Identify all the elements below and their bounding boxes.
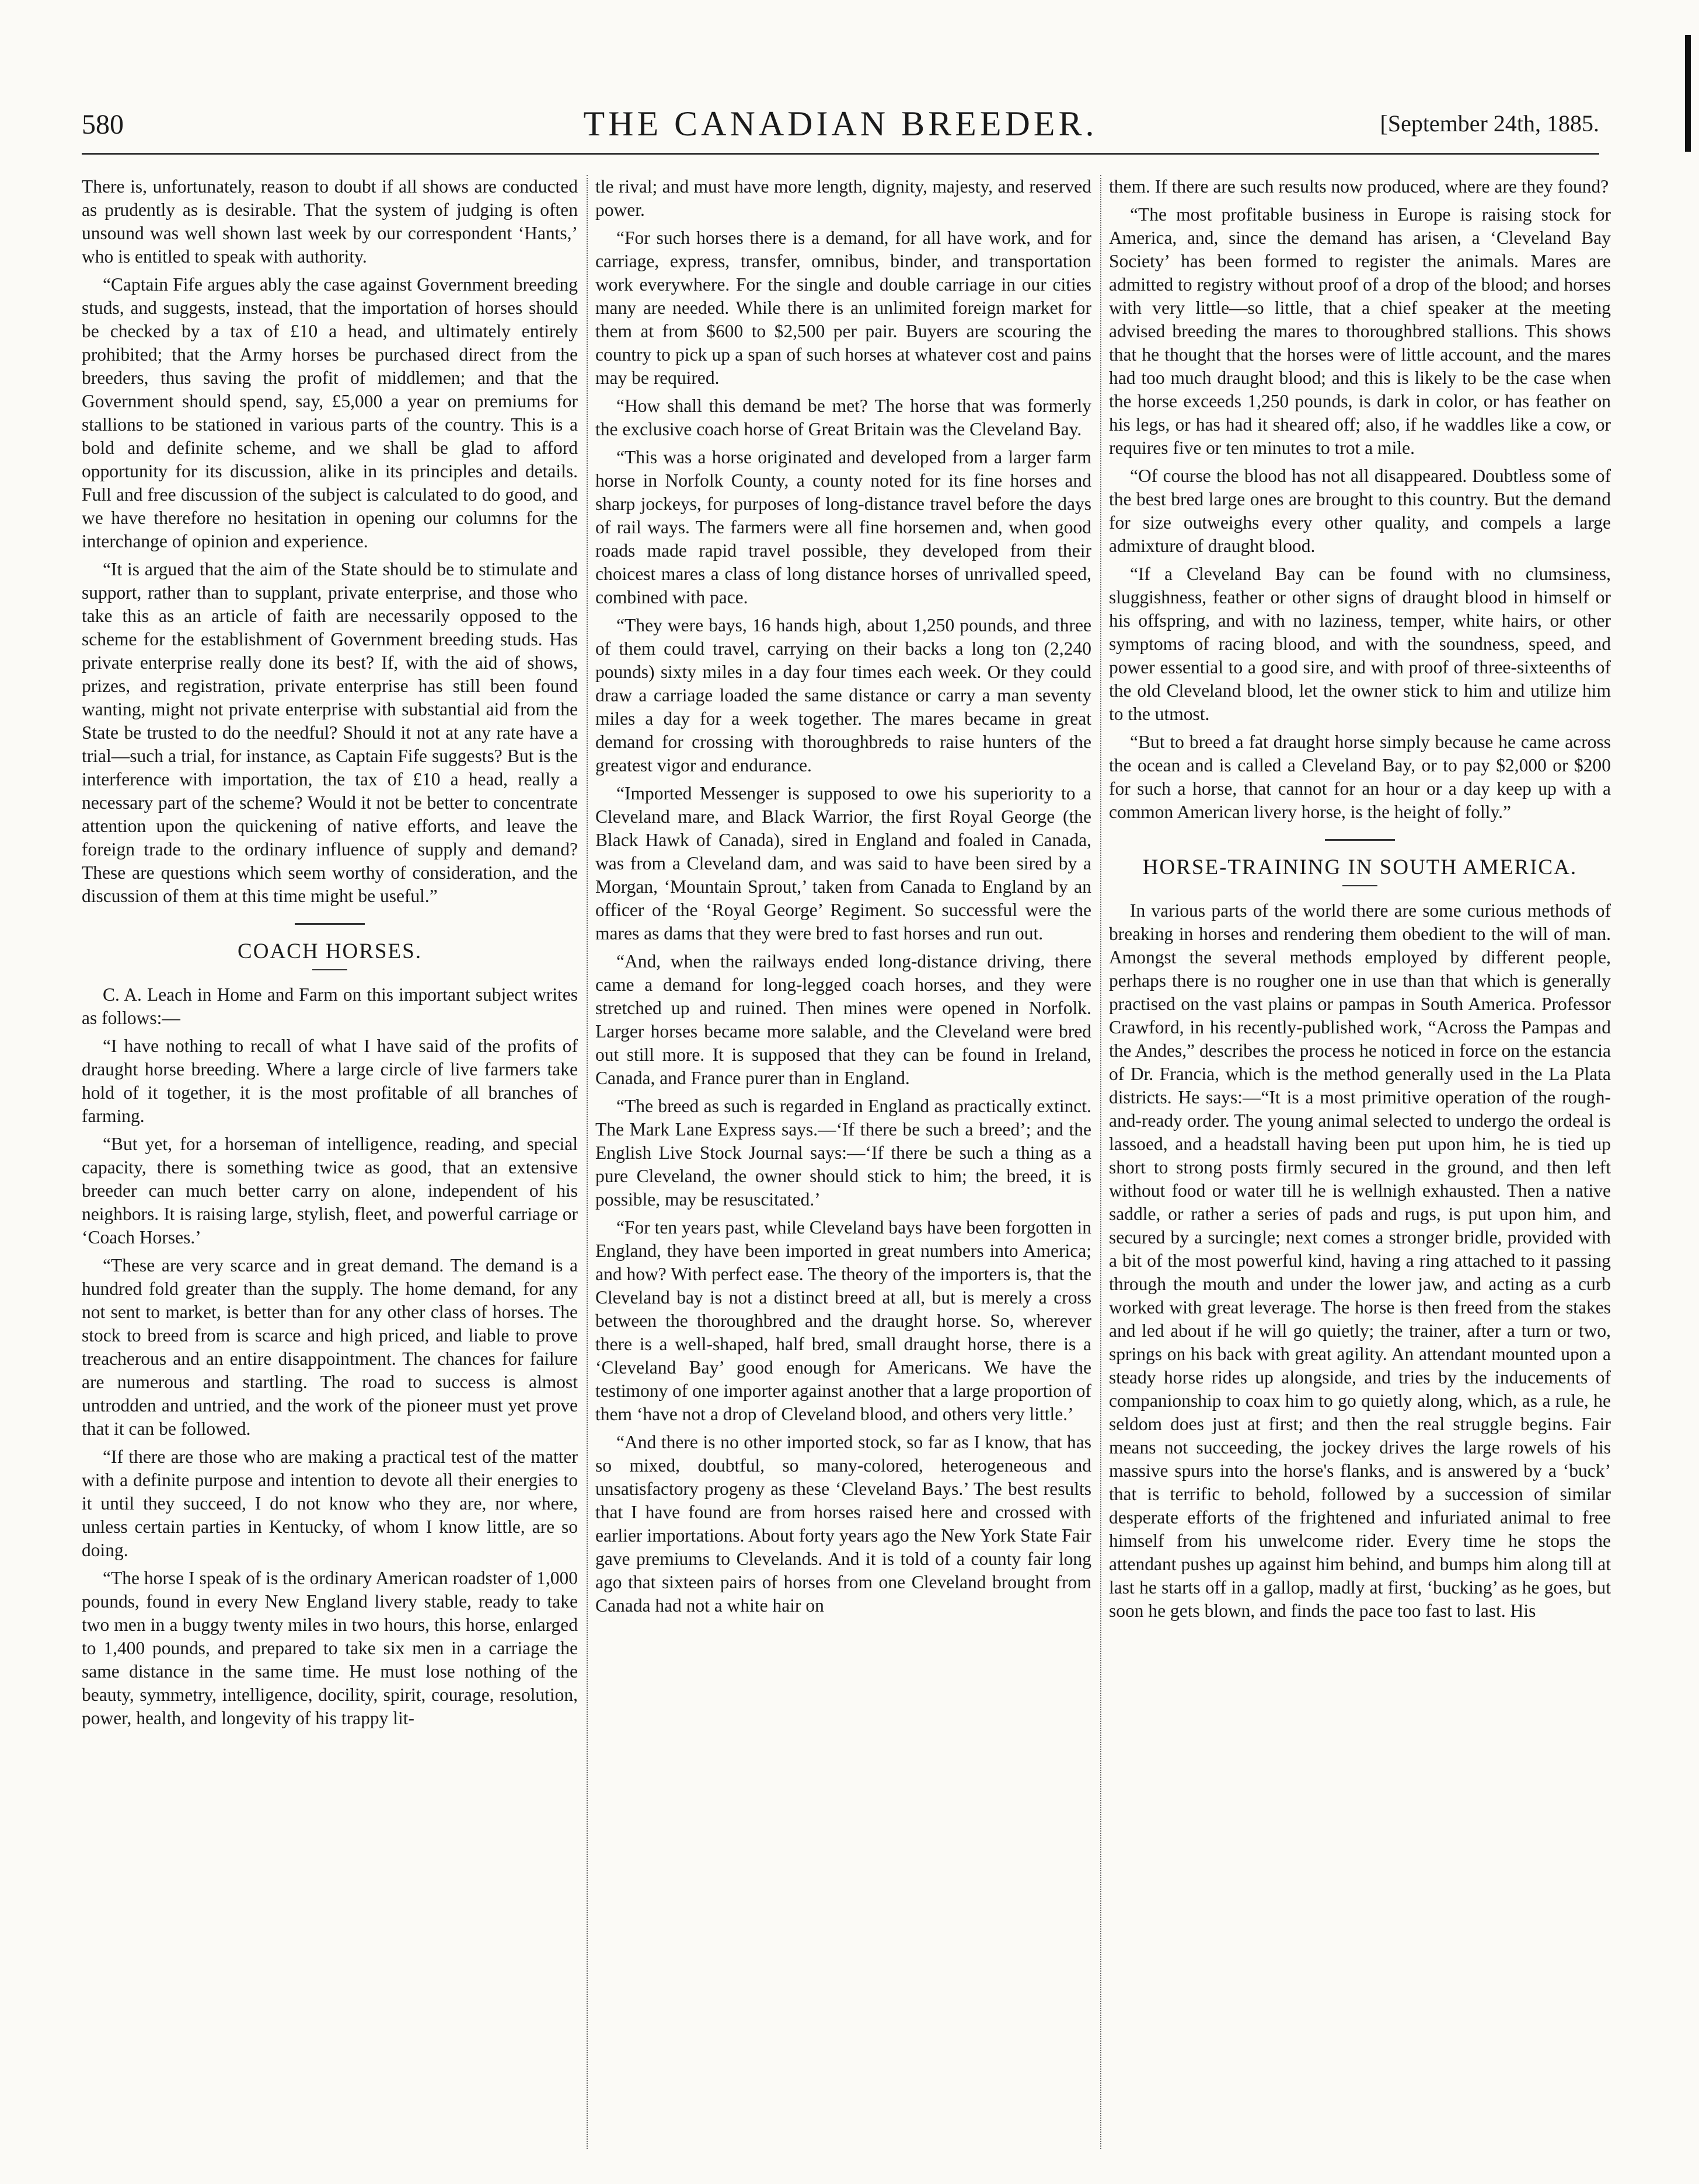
paragraph: “And there is no other imported stock, so far as I know, that has so mixed, doubtful, so many-colored, heterogeneous and unsatisfactory progeny as these ‘Cleveland Bays.’ The best results that I have found are from horses raised here and crossed with earlier importations. About forty years ago the New York State Fair gave premiums to Clevelands. And it is told of a county fair long ago that sixteen pairs of horses from one Cleveland brought from Canada had not a white hair on	[595, 1432, 1091, 1616]
paragraph: “These are very scarce and in great demand. The demand is a hundred fold greater than the supply. The home demand, for any not sent to market, is better than for any other class of horses. The stock to breed from is scarce and high priced, and liable to prove treacherous and an entire disappointment. The chances for failure are numerous and startling. The road to success is almost untrodden and untried, and the work of the pioneer must yet prove that it can be followed.	[82, 1255, 578, 1439]
paragraph: them. If there are such results now produced, where are they found?	[1109, 176, 1609, 197]
paragraph: C. A. Leach in Home and Farm on this important subject writes as follows:—	[82, 984, 578, 1028]
column-3	[1109, 175, 1611, 2155]
paragraph: “And, when the railways ended long-distance driving, there came a demand for long-legged coach horses, and they were stretched up and ruined. Then mines were opened in Norfolk. Larger horses became more salable, and the Cleveland were bred out still more. It is supposed that they can be found in Ireland, Canada, and France purer than in England.	[595, 951, 1091, 1088]
column-1	[82, 175, 578, 2155]
paragraph: There is, unfortunately, reason to doubt if all shows are conducted as prudently as is desirable. That the system of judging is often unsound was well shown last week by our correspondent ‘Hants,’ who is entitled to speak with authority.	[82, 176, 578, 267]
paragraph: “Captain Fife argues ably the case against Government breeding studs, and suggests, instead, that the importation of horses should be checked by a tax of £10 a head, and ultimately entirely prohibited; that the Army horses be purchased direct from the breeders, thus saving the profit of middlemen; and that the Government should spend, say, £5,000 a year on premiums for stallions to be stationed in various parts of the country. This is a bold and definite scheme, and we shall be glad to afford opportunity for its discussion, alike in its principles and details. Full and free discussion of the subject is calculated to do good, and we have therefore no hesitation in opening our columns for the interchange of opinion and experience.	[82, 274, 578, 551]
heading-underline	[1342, 885, 1377, 886]
page-header	[82, 104, 1599, 145]
paragraph: “But yet, for a horseman of intelligence, reading, and special capacity, there is something twice as good, that an extensive breeder can much better carry on alone, independent of his neighbors. It is raising large, stylish, fleet, and powerful carriage or ‘Coach Horses.’	[82, 1134, 578, 1247]
column-divider	[587, 175, 588, 2149]
paragraph: “Of course the blood has not all disappeared. Doubtless some of the best bred large ones are brought to this country. But the demand for size outweighs every other quality, and compels a large admixture of draught blood.	[1109, 466, 1611, 556]
column-2	[595, 175, 1091, 2155]
page-number: 580	[82, 109, 124, 140]
column-divider	[1100, 175, 1101, 2149]
section-heading-coach-horses: COACH HORSES.	[238, 939, 422, 963]
paragraph: tle rival; and must have more length, dignity, majesty, and reserved power.	[595, 176, 1091, 220]
paragraph: “They were bays, 16 hands high, about 1,250 pounds, and three of them could travel, carrying on their backs a long ton (2,240 pounds) sixty miles in a day four times each week. Or they could draw a carriage loaded the same distance or carry a man seventy miles a day for a week together. The mares became in great demand for crossing with thoroughbreds to raise hunters of the greatest vigor and endurance.	[595, 615, 1091, 775]
paragraph: “I have nothing to recall of what I have said of the profits of draught horse breeding. Where a large circle of live farmers take hold of it together, it is the most profitable of all branches of farming.	[82, 1036, 578, 1126]
section-divider	[295, 923, 365, 925]
paragraph: “For such horses there is a demand, for all have work, and for carriage, express, transfer, omnibus, binder, and transportation work everywhere. For the single and double carriage in our cities many are needed. While there is an unlimited foreign market for them at from $600 to $2,500 per pair. Buyers are scouring the country to pick up a span of such horses at whatever cost and pains may be required.	[595, 228, 1091, 388]
section-divider	[1325, 839, 1395, 841]
paragraph: In various parts of the world there are some curious methods of breaking in horses and rendering them obedient to the will of man. Amongst the several methods employed by different people, perhaps there is no rougher one in use than that which is generally practised on the vast plains or pampas in South America. Professor Crawford, in his recently-published work, “Across the Pampas and the Andes,” describes the process he noticed in force on the estancia of Dr. Francia, which is the method generally used in the La Plata districts. He says:—“It is a most primitive operation of the rough-and-ready order. The young animal selected to undergo the ordeal is lassoed, and a headstall having been put upon him, he is tied up short to strong posts firmly secured in the ground, and then left without food or water till he is wellnigh exhausted. Then a native saddle, or rather a series of pads and rugs, is put upon him, and secured by a surcingle; next comes a stronger bridle, provided with a bit of the most powerful kind, having a ring attached to it passing through the mouth and under the lower jaw, and acting as a curb worked with great leverage. The horse is then freed from the stakes and led about if he will go quietly; the trainer, after a turn or two, springs on his back with great agility. An attendant mounted upon a steady horse rides up alongside, and tries by the inducements of companionship to coax him to go quietly along, which, as a rule, he seldom does just at first; and then the real struggle begins. Fair means not succeeding, the jockey drives the large rowels of his massive spurs into the horse's flanks, and is answered by a ‘buck’ that is terrific to behold, followed by a succession of similar desperate efforts of the frightened and infuriated animal to free himself from his unwelcome rider. Every time he stops the attendant pushes up against him behind, and bumps him along till at last he starts off in a gallop, madly at first, ‘bucking’ as he goes, but soon he gets blown, and finds the pace too fast to last. His	[1109, 900, 1611, 1621]
header-rule	[82, 153, 1599, 155]
paragraph: “The horse I speak of is the ordinary American roadster of 1,000 pounds, found in every New England livery stable, ready to take two men in a buggy twenty miles in two hours, this horse, enlarged to 1,400 pounds, and prepared to take six men in a carriage the same distance in the same time. He must lose nothing of the beauty, symmetry, intelligence, docility, spirit, courage, resolution, power, health, and longevity of his trappy lit-	[82, 1568, 578, 1728]
heading-underline	[312, 969, 347, 970]
issue-date: [September 24th, 1885.	[1380, 110, 1599, 137]
paragraph: “If a Cleveland Bay can be found with no clumsiness, sluggishness, feather or other signs of draught blood in himself or his offspring, and with no laziness, temper, white hairs, or other symptoms of racing blood, and with the soundness, speed, and power essential to a good sire, and with proof of three-sixteenths of the old Cleveland blood, let the owner stick to him and utilize him to the utmost.	[1109, 564, 1611, 724]
paragraph: “This was a horse originated and developed from a larger farm horse in Norfolk County, a county noted for its fine horses and sharp jockeys, for purposes of long-distance travel before the days of rail ways. The farmers were all fine horsemen and, when good roads made rapid travel possible, they developed from their choicest mares a class of long distance horses of unrivalled speed, combined with pace.	[595, 447, 1091, 607]
paragraph: “It is argued that the aim of the State should be to stimulate and support, rather than to supplant, private enterprise, and those who take this as an article of faith are necessarily opposed to the scheme for the establishment of Government breeding studs. Has private enterprise really done its best? If, with the aid of shows, prizes, and registration, private enterprise has still been found wanting, might not private enterprise with substantial aid from the State be trusted to do the needful? Should it not at any rate have a trial—such a trial, for instance, as Captain Fife suggests? But is the interference with importation, the tax of £10 a head, really a necessary part of the scheme? Would it not be better to concentrate attention upon the quickening of native efforts, and leave the foreign trade to the ordinary influence of supply and demand? These are questions which seem worthy of consideration, and the discussion of them at this time might be useful.”	[82, 559, 578, 906]
paragraph: “If there are those who are making a practical test of the matter with a definite purpose and intention to devote all their energies to it until they succeed, I do not know who they are, nor where, unless certain parties in Kentucky, of whom I know little, are so doing.	[82, 1446, 578, 1560]
page-edge-mark	[1685, 35, 1691, 152]
paragraph: “How shall this demand be met? The horse that was formerly the exclusive coach horse of Great Britain was the Cleveland Bay.	[595, 396, 1091, 439]
section-heading-horse-training: HORSE-TRAINING IN SOUTH AMERICA.	[1142, 855, 1578, 879]
paragraph: “Imported Messenger is supposed to owe his superiority to a Cleveland mare, and Black Warrior, the first Royal George (the Black Hawk of Canada), sired in England and foaled in Canada, was from a Cleveland dam, and was said to have been sired by a Morgan, ‘Mountain Sprout,’ taken from Canada to England by an officer of the ‘Royal George’ Regiment. So successful were the mares as dams that they were bred to fast horses and run out.	[595, 783, 1091, 944]
paragraph: “The breed as such is regarded in England as practically extinct. The Mark Lane Express says.—‘If there be such a breed’; and the English Live Stock Journal says:—‘If there be such a thing as a pure Cleveland, the owner should stick to him; the breed, it is possible, may be resuscitated.’	[595, 1096, 1091, 1210]
publication-title: THE CANADIAN BREEDER.	[583, 104, 1098, 143]
paragraph: “For ten years past, while Cleveland bays have been forgotten in England, they have been imported in great numbers into America; and how? With perfect ease. The theory of the importers is, that the Cleveland bay is not a distinct breed at all, but is merely a cross between the thoroughbred and the draught horse. So, wherever there is a well-shaped, half bred, small draught horse, there is a ‘Cleveland Bay’ good enough for Americans. We have the testimony of one importer against another that a large proportion of them ‘have not a drop of Cleveland blood, and others very little.’	[595, 1217, 1091, 1424]
paragraph: “But to breed a fat draught horse simply because he came across the ocean and is called a Cleveland Bay, or to pay $2,000 or $200 for such a horse, that cannot for an hour or a day keep up with a common American livery horse, is the height of folly.”	[1109, 732, 1611, 822]
paragraph: “The most profitable business in Europe is raising stock for America, and, since the demand has arisen, a ‘Cleveland Bay Society’ has been formed to register the animals. Mares are admitted to registry without proof of a drop of the blood; and horses with very little—so little, that a chief speaker at the meeting advised breeding the mares to thoroughbred stallions. This shows that he thought that the horses were of little account, and the mares had too much draught blood; and this is likely to be the case when the horse exceeds 1,250 pounds, is dark in color, or has feather on his legs, or has had it sheared off; also, if he waddles like a cow, or requires five or ten minutes to trot a mile.	[1109, 204, 1611, 458]
